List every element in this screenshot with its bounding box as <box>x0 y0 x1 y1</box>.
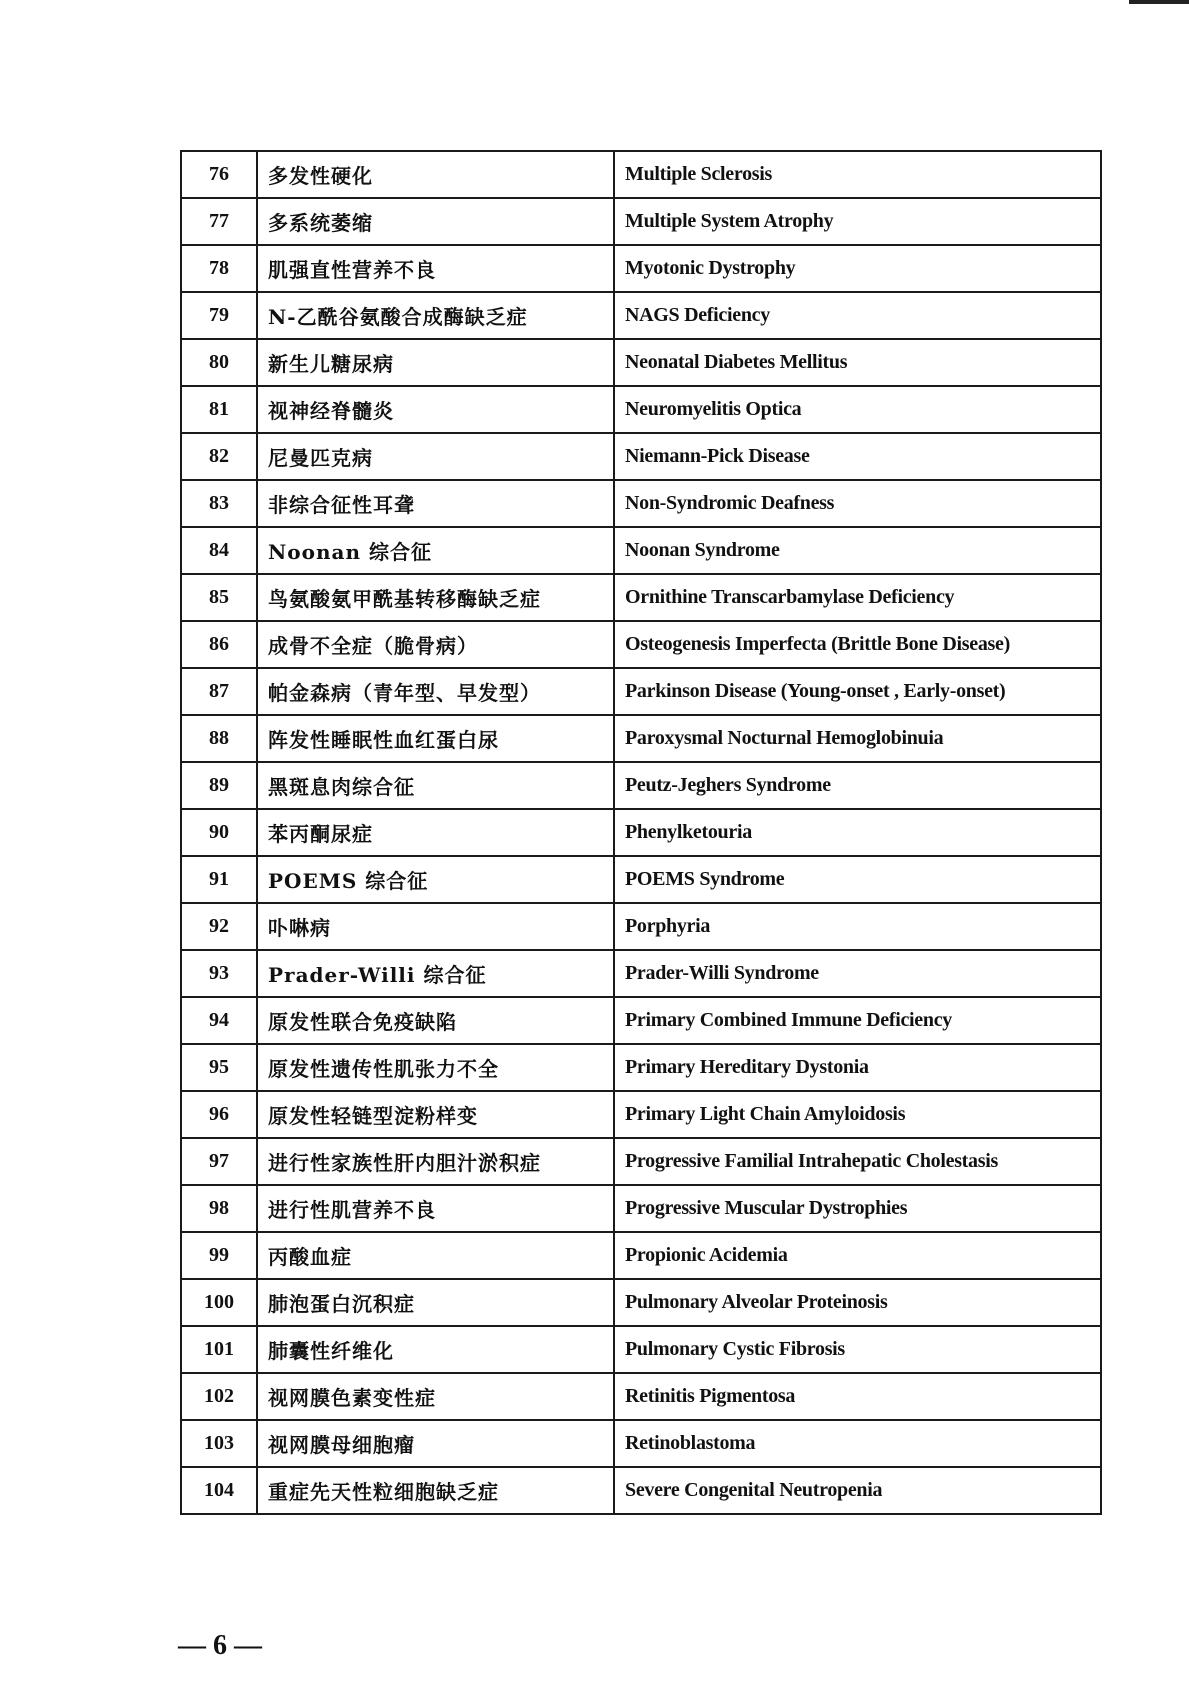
chinese-name: Prader-Willi 综合征 <box>257 950 614 997</box>
table-row <box>181 668 1101 715</box>
english-name: Neonatal Diabetes Mellitus <box>614 339 1101 386</box>
english-name: Progressive Familial Intrahepatic Cholestasis <box>614 1138 1101 1185</box>
chinese-name: 卟啉病 <box>257 903 614 950</box>
table-row <box>181 198 1101 245</box>
english-name: Prader-Willi Syndrome <box>614 950 1101 997</box>
english-name: Pulmonary Cystic Fibrosis <box>614 1326 1101 1373</box>
chinese-name: 原发性联合免疫缺陷 <box>257 997 614 1044</box>
english-name: Osteogenesis Imperfecta (Brittle Bone Disease) <box>614 621 1101 668</box>
chinese-name: 尼曼匹克病 <box>257 433 614 480</box>
table-body <box>181 151 1101 1514</box>
chinese-name: 重症先天性粒细胞缺乏症 <box>257 1467 614 1514</box>
table-row <box>181 386 1101 433</box>
english-name: Paroxysmal Nocturnal Hemoglobinuia <box>614 715 1101 762</box>
table-row <box>181 809 1101 856</box>
row-number: 96 <box>181 1091 257 1138</box>
row-number: 88 <box>181 715 257 762</box>
row-number: 87 <box>181 668 257 715</box>
table-row <box>181 527 1101 574</box>
chinese-name: Noonan 综合征 <box>257 527 614 574</box>
chinese-name: 成骨不全症（脆骨病） <box>257 621 614 668</box>
english-name: Pulmonary Alveolar Proteinosis <box>614 1279 1101 1326</box>
row-number: 89 <box>181 762 257 809</box>
row-number: 85 <box>181 574 257 621</box>
row-number: 83 <box>181 480 257 527</box>
row-number: 80 <box>181 339 257 386</box>
row-number: 91 <box>181 856 257 903</box>
english-name: Myotonic Dystrophy <box>614 245 1101 292</box>
table-row <box>181 1091 1101 1138</box>
table-row <box>181 950 1101 997</box>
row-number: 101 <box>181 1326 257 1373</box>
table-row <box>181 1420 1101 1467</box>
chinese-name: 新生儿糖尿病 <box>257 339 614 386</box>
table-row <box>181 1044 1101 1091</box>
english-name: Niemann-Pick Disease <box>614 433 1101 480</box>
chinese-name: 视神经脊髓炎 <box>257 386 614 433</box>
chinese-name: 原发性轻链型淀粉样变 <box>257 1091 614 1138</box>
row-number: 76 <box>181 151 257 198</box>
table-row <box>181 1138 1101 1185</box>
table-row <box>181 480 1101 527</box>
chinese-name: 非综合征性耳聋 <box>257 480 614 527</box>
english-name: Progressive Muscular Dystrophies <box>614 1185 1101 1232</box>
row-number: 84 <box>181 527 257 574</box>
english-name: Primary Combined Immune Deficiency <box>614 997 1101 1044</box>
chinese-name: 黑斑息肉综合征 <box>257 762 614 809</box>
english-name: POEMS Syndrome <box>614 856 1101 903</box>
rare-disease-table <box>180 150 1102 1515</box>
english-name: Multiple System Atrophy <box>614 198 1101 245</box>
table-row <box>181 715 1101 762</box>
chinese-name: 阵发性睡眠性血红蛋白尿 <box>257 715 614 762</box>
table-row <box>181 151 1101 198</box>
row-number: 103 <box>181 1420 257 1467</box>
english-name: Primary Light Chain Amyloidosis <box>614 1091 1101 1138</box>
row-number: 78 <box>181 245 257 292</box>
row-number: 104 <box>181 1467 257 1514</box>
chinese-name: 多系统萎缩 <box>257 198 614 245</box>
scan-edge-mark <box>1129 0 1189 4</box>
chinese-name: 进行性肌营养不良 <box>257 1185 614 1232</box>
chinese-name: 视网膜母细胞瘤 <box>257 1420 614 1467</box>
english-name: Ornithine Transcarbamylase Deficiency <box>614 574 1101 621</box>
table-row <box>181 1185 1101 1232</box>
chinese-name: 肌强直性营养不良 <box>257 245 614 292</box>
chinese-name: 丙酸血症 <box>257 1232 614 1279</box>
row-number: 100 <box>181 1279 257 1326</box>
table-row <box>181 1279 1101 1326</box>
table-row <box>181 574 1101 621</box>
chinese-name: 鸟氨酸氨甲酰基转移酶缺乏症 <box>257 574 614 621</box>
row-number: 94 <box>181 997 257 1044</box>
row-number: 81 <box>181 386 257 433</box>
english-name: Non-Syndromic Deafness <box>614 480 1101 527</box>
table-row <box>181 1373 1101 1420</box>
row-number: 82 <box>181 433 257 480</box>
table-row <box>181 292 1101 339</box>
table-row <box>181 903 1101 950</box>
chinese-name: 肺囊性纤维化 <box>257 1326 614 1373</box>
chinese-name: 进行性家族性肝内胆汁淤积症 <box>257 1138 614 1185</box>
english-name: Parkinson Disease (Young-onset , Early-onset) <box>614 668 1101 715</box>
row-number: 79 <box>181 292 257 339</box>
english-name: Noonan Syndrome <box>614 527 1101 574</box>
chinese-name: 多发性硬化 <box>257 151 614 198</box>
english-name: Retinoblastoma <box>614 1420 1101 1467</box>
row-number: 99 <box>181 1232 257 1279</box>
chinese-name: 视网膜色素变性症 <box>257 1373 614 1420</box>
page-number: — 6 — <box>178 1630 262 1661</box>
row-number: 90 <box>181 809 257 856</box>
row-number: 102 <box>181 1373 257 1420</box>
english-name: Neuromyelitis Optica <box>614 386 1101 433</box>
table-row <box>181 1326 1101 1373</box>
english-name: Multiple Sclerosis <box>614 151 1101 198</box>
english-name: Retinitis Pigmentosa <box>614 1373 1101 1420</box>
table-row <box>181 1232 1101 1279</box>
chinese-name: 苯丙酮尿症 <box>257 809 614 856</box>
english-name: Porphyria <box>614 903 1101 950</box>
chinese-name: 肺泡蛋白沉积症 <box>257 1279 614 1326</box>
english-name: Primary Hereditary Dystonia <box>614 1044 1101 1091</box>
table-row <box>181 997 1101 1044</box>
row-number: 95 <box>181 1044 257 1091</box>
table-row <box>181 1467 1101 1514</box>
row-number: 98 <box>181 1185 257 1232</box>
english-name: NAGS Deficiency <box>614 292 1101 339</box>
table-row <box>181 433 1101 480</box>
english-name: Propionic Acidemia <box>614 1232 1101 1279</box>
table-row <box>181 339 1101 386</box>
english-name: Severe Congenital Neutropenia <box>614 1467 1101 1514</box>
chinese-name: POEMS 综合征 <box>257 856 614 903</box>
chinese-name: 原发性遗传性肌张力不全 <box>257 1044 614 1091</box>
row-number: 86 <box>181 621 257 668</box>
table-row <box>181 245 1101 292</box>
chinese-name: N-乙酰谷氨酸合成酶缺乏症 <box>257 292 614 339</box>
row-number: 93 <box>181 950 257 997</box>
table-row <box>181 762 1101 809</box>
row-number: 92 <box>181 903 257 950</box>
row-number: 77 <box>181 198 257 245</box>
table-row <box>181 621 1101 668</box>
table-row <box>181 856 1101 903</box>
row-number: 97 <box>181 1138 257 1185</box>
chinese-name: 帕金森病（青年型、早发型） <box>257 668 614 715</box>
english-name: Peutz-Jeghers Syndrome <box>614 762 1101 809</box>
english-name: Phenylketouria <box>614 809 1101 856</box>
